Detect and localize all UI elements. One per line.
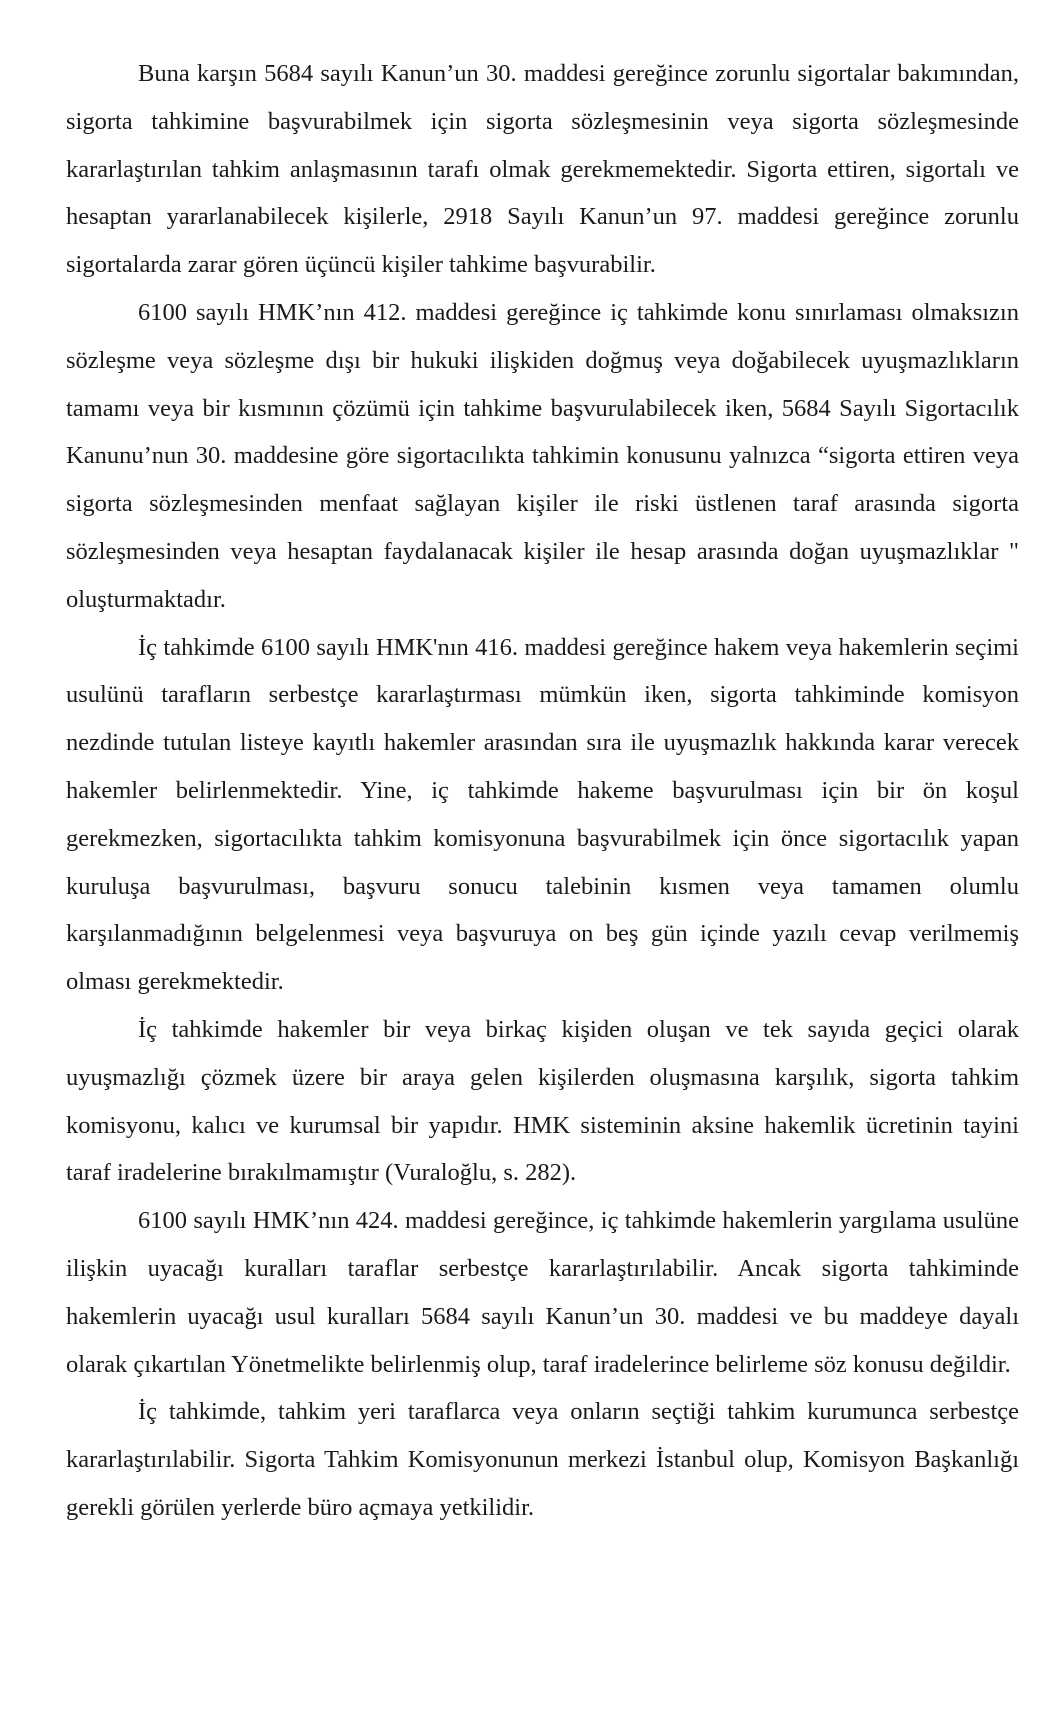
paragraph-6: İç tahkimde, tahkim yeri taraflarca veya onların seçtiği tahkim kurumunca serbestçe kararlaştırılabilir. Sigorta Tahkim Komisyonunun merkezi İstanbul olup, Komisyon Başkanlığı gerekli görülen yerlerde büro açmaya yetkilidir.	[66, 1398, 1019, 1521]
paragraph-3: İç tahkimde 6100 sayılı HMK'nın 416. maddesi gereğince hakem veya hakemlerin seçimi usulünü tarafların serbestçe kararlaştırması mümkün iken, sigorta tahkiminde komisyon nezdinde tutulan listeye kayıtlı hakemler arasından sıra ile uyuşmazlık hakkında karar verecek hakemler belirlenmektedir. Yine, iç tahkimde hakeme başvurulması için bir ön koşul gerekmezken, sigortacılıkta tahkim komisyonuna başvurabilmek için önce sigortacılık yapan kuruluşa başvurulması, başvuru sonucu talebinin kısmen veya tamamen olumlu karşılanmadığının belgelenmesi veya başvuruya on beş gün içinde yazılı cevap verilmemiş olması gerekmektedir.	[66, 633, 1019, 996]
paragraph-2: 6100 sayılı HMK’nın 412. maddesi gereğince iç tahkimde konu sınırlaması olmaksızın sözleşme veya sözleşme dışı bir hukuki ilişkiden doğmuş veya doğabilecek uyuşmazlıkların tamamı veya bir kısmının çözümü için tahkime başvurulabilecek iken, 5684 Sayılı Sigortacılık Kanunu’nun 30. maddesine göre sigortacılıkta tahkimin konusunu yalnızca “sigorta ettiren veya sigorta sözleşmesinden menfaat sağlayan kişiler ile riski üstlenen taraf arasında sigorta sözleşmesinden veya hesaptan faydalanacak kişiler ile hesap arasında doğan uyuşmazlıklar " oluşturmaktadır.	[66, 298, 1019, 613]
paragraph-4: İç tahkimde hakemler bir veya birkaç kişiden oluşan ve tek sayıda geçici olarak uyuşmazlığı çözmek üzere bir araya gelen kişilerden oluşmasına karşılık, sigorta tahkim komisyonu, kalıcı ve kurumsal bir yapıdır. HMK sisteminin aksine hakemlik ücretinin tayini taraf iradelerine bırakılmamıştır (Vuraloğlu, s. 282).	[66, 1015, 1019, 1187]
document-page	[66, 50, 1019, 1532]
paragraph-1: Buna karşın 5684 sayılı Kanun’un 30. maddesi gereğince zorunlu sigortalar bakımından, sigorta tahkimine başvurabilmek için sigorta sözleşmesinin veya sigorta sözleşmesinde kararlaştırılan tahkim anlaşmasının tarafı olmak gerekmemektedir. Sigorta ettiren, sigortalı ve hesaptan yararlanabilecek kişilerle, 2918 Sayılı Kanun’un 97. maddesi gereğince zorunlu sigortalarda zarar gören üçüncü kişiler tahkime başvurabilir.	[66, 60, 1019, 279]
paragraph-5: 6100 sayılı HMK’nın 424. maddesi gereğince, iç tahkimde hakemlerin yargılama usulüne ilişkin uyacağı kuralları taraflar serbestçe kararlaştırılabilir. Ancak sigorta tahkiminde hakemlerin uyacağı usul kuralları 5684 sayılı Kanun’un 30. maddesi ve bu maddeye dayalı olarak çıkartılan Yönetmelikte belirlenmiş olup, taraf iradelerince belirleme söz konusu değildir.	[66, 1207, 1019, 1378]
